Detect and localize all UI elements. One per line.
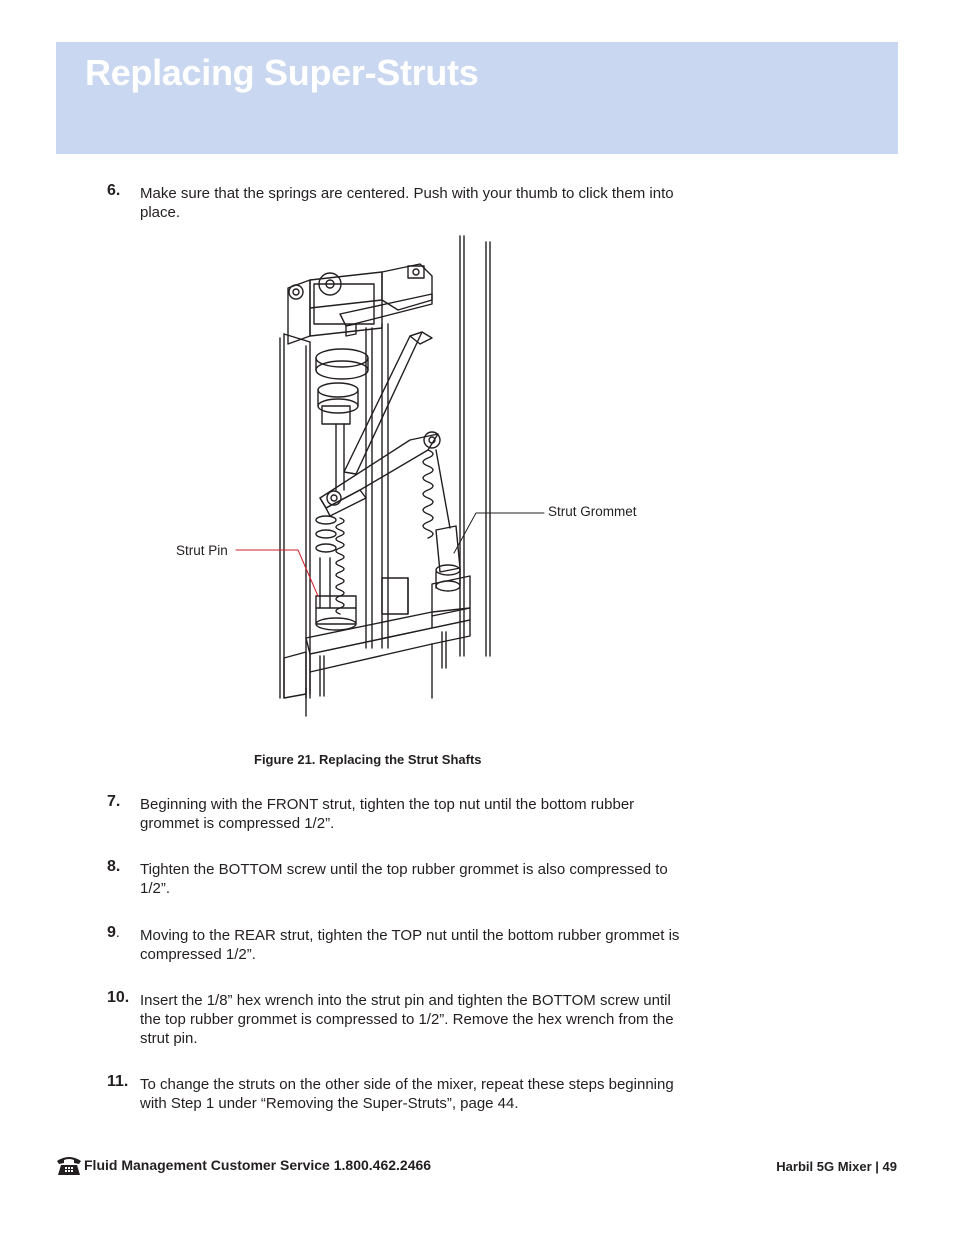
figure-caption: Figure 21. Replacing the Strut Shafts bbox=[254, 752, 482, 767]
step-number: 11. bbox=[107, 1073, 129, 1090]
header-band bbox=[56, 42, 898, 154]
step-number: 8. bbox=[107, 858, 121, 875]
step-text: To change the struts on the other side of the mixer, repeat these steps beginning with Step 1 under “Removing the Super-Struts”, page 44. bbox=[140, 1076, 674, 1112]
step-text: Tighten the BOTTOM screw until the top rubber grommet is also compressed to 1/2”. bbox=[140, 861, 668, 897]
footer-page-info: Harbil 5G Mixer | 49 bbox=[776, 1159, 897, 1174]
strut-figure bbox=[170, 228, 650, 728]
footer-left-text: Fluid Management Customer Service 1.800.462.2466 bbox=[84, 1157, 432, 1173]
step-text: Make sure that the springs are centered. Push with your thumb to click them into place. bbox=[140, 185, 674, 221]
step-number: 9. bbox=[107, 924, 120, 941]
telephone-icon bbox=[56, 1154, 82, 1176]
page-title: Replacing Super-Struts bbox=[85, 52, 479, 93]
step-text: Beginning with the FRONT strut, tighten the top nut until the bottom rubber grommet is compressed 1/2”. bbox=[140, 796, 635, 832]
footer-customer-service bbox=[56, 1152, 431, 1178]
step-text: Insert the 1/8” hex wrench into the strut pin and tighten the BOTTOM screw until the top rubber grommet is compressed to 1/2”. Remove the hex wrench from the strut pin. bbox=[140, 992, 674, 1047]
strut-illustration bbox=[170, 228, 650, 728]
step-text: Moving to the REAR strut, tighten the TOP nut until the bottom rubber grommet is compressed 1/2”. bbox=[140, 927, 680, 963]
step-number: 6. bbox=[107, 182, 121, 199]
callout-strut-grommet: Strut Grommet bbox=[548, 504, 637, 519]
step-number: 10. bbox=[107, 989, 130, 1006]
callout-strut-pin: Strut Pin bbox=[176, 543, 228, 558]
step-number: 7. bbox=[107, 793, 121, 810]
